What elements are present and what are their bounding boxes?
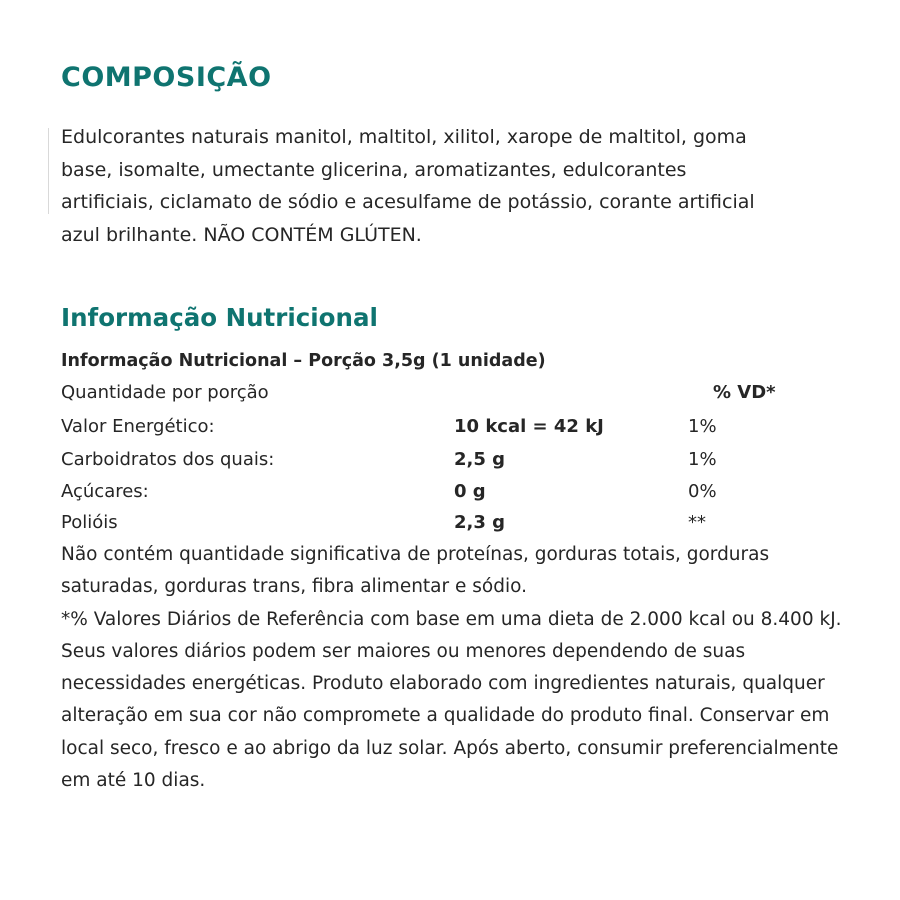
nutrient-label: Valor Energético: [61,416,215,437]
nutrient-daily-value: 0% [688,481,717,502]
nutrition-table-header [61,377,861,408]
composition-heading: COMPOSIÇÃO [61,62,272,93]
nutrition-heading: Informação Nutricional [61,303,378,332]
nutrient-amount: 0 g [454,481,486,502]
nutrient-daily-value: ** [688,512,706,533]
nutrition-row-polyols [61,507,861,538]
nutrition-notes [61,539,851,797]
nutrient-amount: 2,3 g [454,512,506,533]
daily-values-note: *% Valores Diários de Referência com base em uma dieta de 2.000 kcal ou 8.400 kJ. Seus valores diários podem ser maiores ou menores dependendo de suas necessidades energéticas. Produto elaborado com ingredientes naturais, qualquer alteração em sua cor não compromete a qualidade do produto final. Conservar em local seco, fresco e ao abrigo da luz solar. Após aberto, consumir preferencialmente em até 10 dias. [61,608,842,792]
serving-quantity-label: Quantidade por porção [61,382,269,403]
composition-text: Edulcorantes naturais manitol, maltitol, xilitol, xarope de maltitol, goma base, isomalte, umectante glicerina, aromatizantes, edulcorantes artificiais, ciclamato de sódio e acesulfame de potássio, corante artificial azul brilhante. NÃO CONTÉM GLÚTEN. [61,126,755,246]
nutrition-row-sugars [61,476,861,507]
decorative-divider [48,128,49,214]
nutrient-label: Açúcares: [61,481,149,502]
nutrition-row-carbohydrates [61,444,861,475]
nutrients-note: Não contém quantidade significativa de proteínas, gorduras totais, gorduras saturadas, gorduras trans, fibra alimentar e sódio. [61,544,770,598]
nutrition-table-title: Informação Nutricional – Porção 3,5g (1 unidade) [61,351,546,371]
nutrition-row-energy [61,411,861,442]
nutrient-label: Polióis [61,512,118,533]
daily-value-header: % VD* [713,382,776,403]
nutrient-daily-value: 1% [688,449,717,470]
nutrient-daily-value: 1% [688,416,717,437]
nutrient-amount: 2,5 g [454,449,506,470]
nutrient-amount: 10 kcal = 42 kJ [454,416,604,437]
nutrient-label: Carboidratos dos quais: [61,449,275,470]
